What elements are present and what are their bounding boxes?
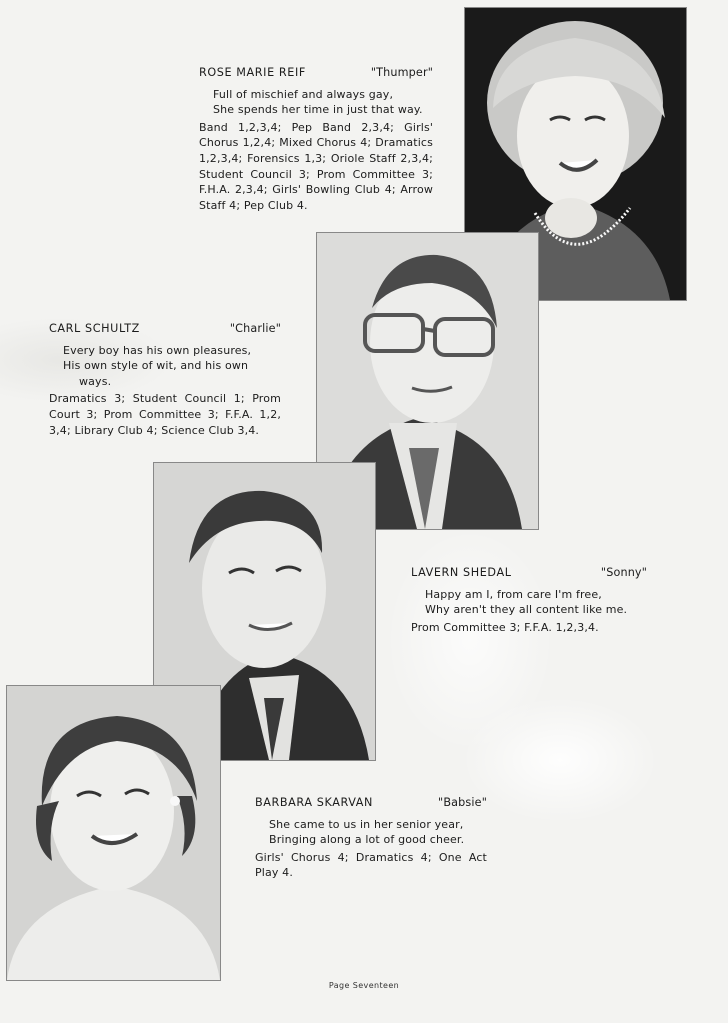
student-name: LAVERN SHEDAL — [411, 566, 512, 579]
student-name: BARBARA SKARVAN — [255, 796, 373, 809]
student-nickname: "Charlie" — [229, 322, 281, 335]
student-nickname: "Sonny" — [600, 566, 647, 579]
verse-line: ways. — [79, 374, 112, 388]
activities: Girls' Chorus 4; Dramatics 4; One Act Play 4. — [255, 850, 487, 880]
page-number: Page Seventeen — [328, 981, 400, 990]
verse-line: Happy am I, from care I'm free, — [425, 587, 602, 601]
bio-barbara-skarvan — [255, 795, 487, 881]
verse-line: Why aren't they all content like me. — [425, 603, 628, 617]
bio-carl-schultz — [49, 321, 281, 438]
verse-line: She spends her time in just that way. — [213, 103, 423, 117]
verse — [255, 817, 487, 848]
verse — [49, 343, 281, 390]
activities: Dramatics 3; Student Council 1; Prom Court 3; Prom Committee 3; F.F.A. 1,2, 3,4; Library Club 4; Science Club 3,4. — [49, 392, 281, 437]
verse-line: Every boy has his own pleasures, — [63, 343, 252, 357]
student-name: CARL SCHULTZ — [49, 322, 140, 335]
verse — [411, 587, 647, 618]
portrait-barbara-skarvan — [7, 686, 220, 980]
verse-line: She came to us in her senior year, — [269, 817, 464, 831]
activities: Prom Committee 3; F.F.A. 1,2,3,4. — [411, 620, 599, 634]
verse-line: Bringing along a lot of good cheer. — [269, 833, 465, 847]
bio-lavern-shedal — [411, 565, 647, 635]
verse-line: Full of mischief and always gay, — [213, 87, 394, 101]
verse — [199, 87, 433, 118]
activities: Band 1,2,3,4; Pep Band 2,3,4; Girls' Chorus 1,2,4; Mixed Chorus 4; Dramatics 1,2,3,4; Forensics 1,3; Oriole Staff 2,3,4; Student Council 3; Prom Committee 3; F.H.A. 2,3,4; Girls' Bowling Club 4; Arrow Staff 4; Pep Club 4. — [199, 120, 433, 212]
verse-line: His own style of wit, and his own — [63, 359, 249, 373]
bio-rose-marie-reif — [199, 65, 433, 213]
student-nickname: "Babsie" — [438, 796, 487, 809]
student-nickname: "Thumper" — [370, 66, 433, 79]
student-name: ROSE MARIE REIF — [199, 66, 306, 79]
